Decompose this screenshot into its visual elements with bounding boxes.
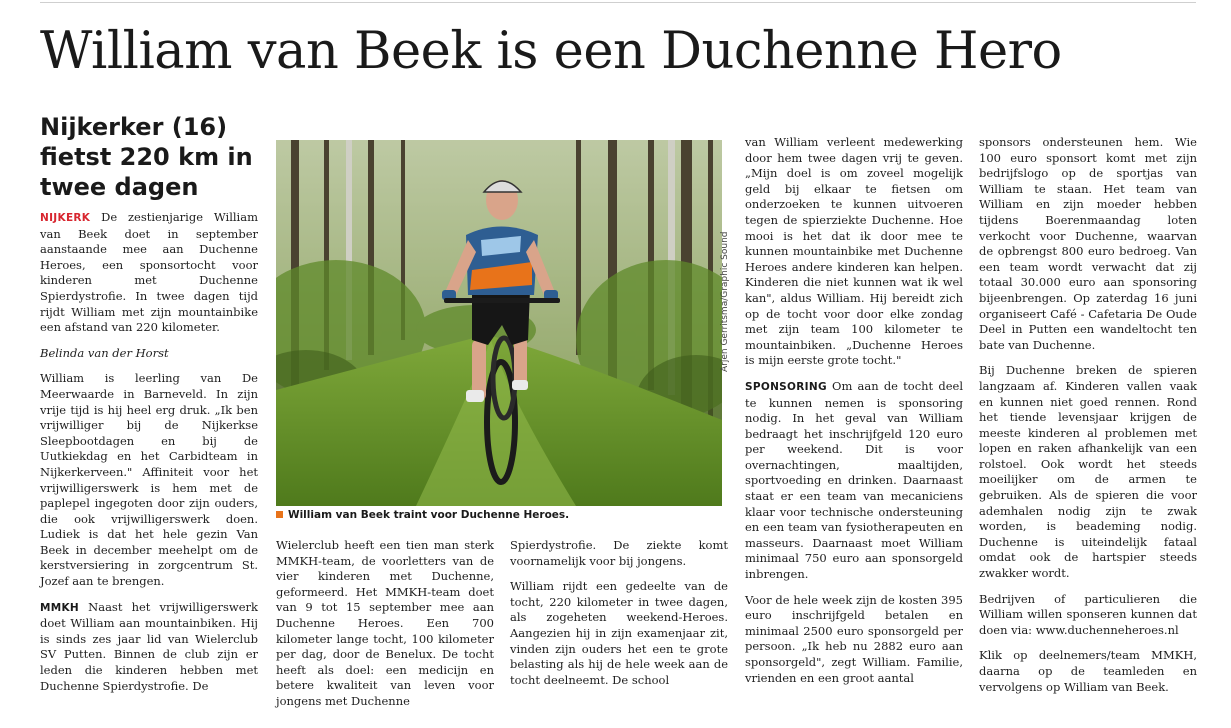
- paragraph: Bedrijven of particulieren die William willen sponseren kunnen dat doen via: www.duchenneheroes.nl: [979, 591, 1197, 637]
- paragraph: Wielerclub heeft een tien man sterk MMKH-team, de voorletters van de vier kinderen met Duchenne, geformeerd. Het MMKH-team doet van 9 tot 15 september mee aan Duchenne Heroes. Een 700 kilometer lange tocht, 100 kilometer per dag, door de Benelux. De tocht heeft als doel: een medicijn en betere kwaliteit van leven voor jongens met Duchenne: [276, 538, 494, 708]
- intro-paragraph: NIJKERK De zestienjarige William van Beek doet in september aanstaande mee aan Duchenne Heroes, een sponsortocht voor kinderen met Duchenne Spierdystrofie. In twee dagen tijd rijdt William met zijn mountainbike een afstand van 220 kilometer.: [40, 210, 258, 335]
- column-4: [745, 135, 963, 696]
- article-subhead: Nijkerker (16) fietst 220 km in twee dagen: [40, 113, 253, 201]
- article-headline: William van Beek is een Duchenne Hero: [40, 22, 1062, 81]
- paragraph: MMKH Naast het vrijwilligerswerk doet William aan mountainbiken. Hij is sinds zes jaar lid van Wielerclub SV Putten. Binnen de club zijn er leden die kinderen hebben met Duchenne Spierdystrofie. De: [40, 599, 258, 693]
- section-label-sponsoring: SPONSORING: [745, 380, 827, 393]
- dateline: NIJKERK: [40, 212, 91, 224]
- column-1: [40, 210, 258, 704]
- paragraph: SPONSORING Om aan de tocht deel te kunnen nemen is sponsoring nodig. In het geval van William bedraagt het inschrijfgeld 120 euro per weekend. Dit is voor overnachtingen, maaltijden, sportvoeding en drinken. Daarnaast staat er een team van mecaniciens klaar voor technische ondersteuning en een team van fysiotherapeuten en masseurs. Daarnaast moet William minimaal 750 euro aan sponsorgeld inbrengen.: [745, 378, 963, 582]
- paragraph: Spierdystrofie. De ziekte komt voornamelijk voor bij jongens.: [510, 538, 728, 568]
- paragraph: sponsors ondersteunen hem. Wie 100 euro sponsort komt met zijn bedrijfslogo op de sportjas van William te staan. Het team van William en zijn moeder hebben tijdens Boerenmaandag loten verkocht voor Duchenne, waarvan de opbrengst 800 euro bedroeg. Van een team wordt verwacht dat zij totaal 30.000 euro aan sponsoring bijeenbrengen. Op zaterdag 16 juni organiseert Café - Cafetaria De Oude Deel in Putten een wandeltocht ten bate van Duchenne.: [979, 135, 1197, 352]
- article-photo: [276, 140, 722, 506]
- photo-credit: Arjen Gerritsma/Graphic Sound: [720, 231, 730, 372]
- paragraph: Klik op deelnemers/team MMKH, daarna op de teamleden en vervolgens op William van Beek.: [979, 648, 1197, 694]
- column-3: [510, 538, 728, 698]
- caption-marker-icon: [276, 511, 283, 518]
- section-label-mmkh: MMKH: [40, 601, 80, 614]
- paragraph: William is leerling van De Meerwaarde in Barneveld. In zijn vrije tijd is hij heel erg druk. „Ik ben vrijwilliger bij de Nijkerkse Sleepbootdagen en bij de Uutkiekdag en het Carbidteam in Nijkerkerveen." Affiniteit voor het vrijwilligerswerk is hem met de paplepel ingegoten door zijn ouders, die ook vrijwilligerswerk doen. Ludiek is dat het hele gezin Van Beek in december meehelpt om de kerstversiering in zorgcentrum St. Jozef aan te brengen.: [40, 371, 258, 589]
- byline: Belinda van der Horst: [40, 345, 169, 360]
- paragraph: Voor de hele week zijn de kosten 395 euro inschrijfgeld betalen en minimaal 2500 euro sponsorgeld per persoon. „Ik heb nu 2882 euro aan sponsorgeld", zegt William. Familie, vrienden en een groot aantal: [745, 592, 963, 685]
- paragraph: Bij Duchenne breken de spieren langzaam af. Kinderen vallen vaak en kunnen niet goed rennen. Rond het tiende levensjaar krijgen de meeste kinderen al problemen met lopen en raken afhankelijk van een rolstoel. Ook wordt het steeds moeilijker om de armen te gebruiken. Als de spieren die voor ademhalen nodig zijn te zwak worden, is beademing nodig. Duchenne is uiteindelijk fataal omdat ook de hartspier steeds zwakker wordt.: [979, 363, 1197, 581]
- paragraph: William rijdt een gedeelte van de tocht, 220 kilometer in twee dagen, als zogeheten weekend-Heroes. Aangezien hij in zijn examenjaar zit, vinden zijn ouders het een te grote belasting als hij de hele week aan de tocht deelneemt. De school: [510, 579, 728, 687]
- paragraph: van William verleent medewerking door hem twee dagen vrij te geven. „Mijn doel is om zoveel mogelijk geld bij elkaar te fietsen om onderzoeken te kunnen uitvoeren tegen de spierziekte Duchenne. Hoe mooi is het dat ik door mee te kunnen mountainbike met Duchenne Heroes andere kinderen kan helpen. Kinderen die niet kunnen wat ik wel kan", aldus William. Hij bereidt zich op de tocht voor door elke zondag met zijn team 100 kilometer te mountainbiken. „Duchenne Heroes is mijn eerste grote tocht.": [745, 135, 963, 368]
- column-5: [979, 135, 1197, 705]
- column-2: [276, 538, 494, 720]
- photo-cyclist-in-forest: [276, 140, 722, 506]
- photo-caption: William van Beek traint voor Duchenne Heroes.: [276, 508, 726, 522]
- top-rule: [40, 2, 1196, 3]
